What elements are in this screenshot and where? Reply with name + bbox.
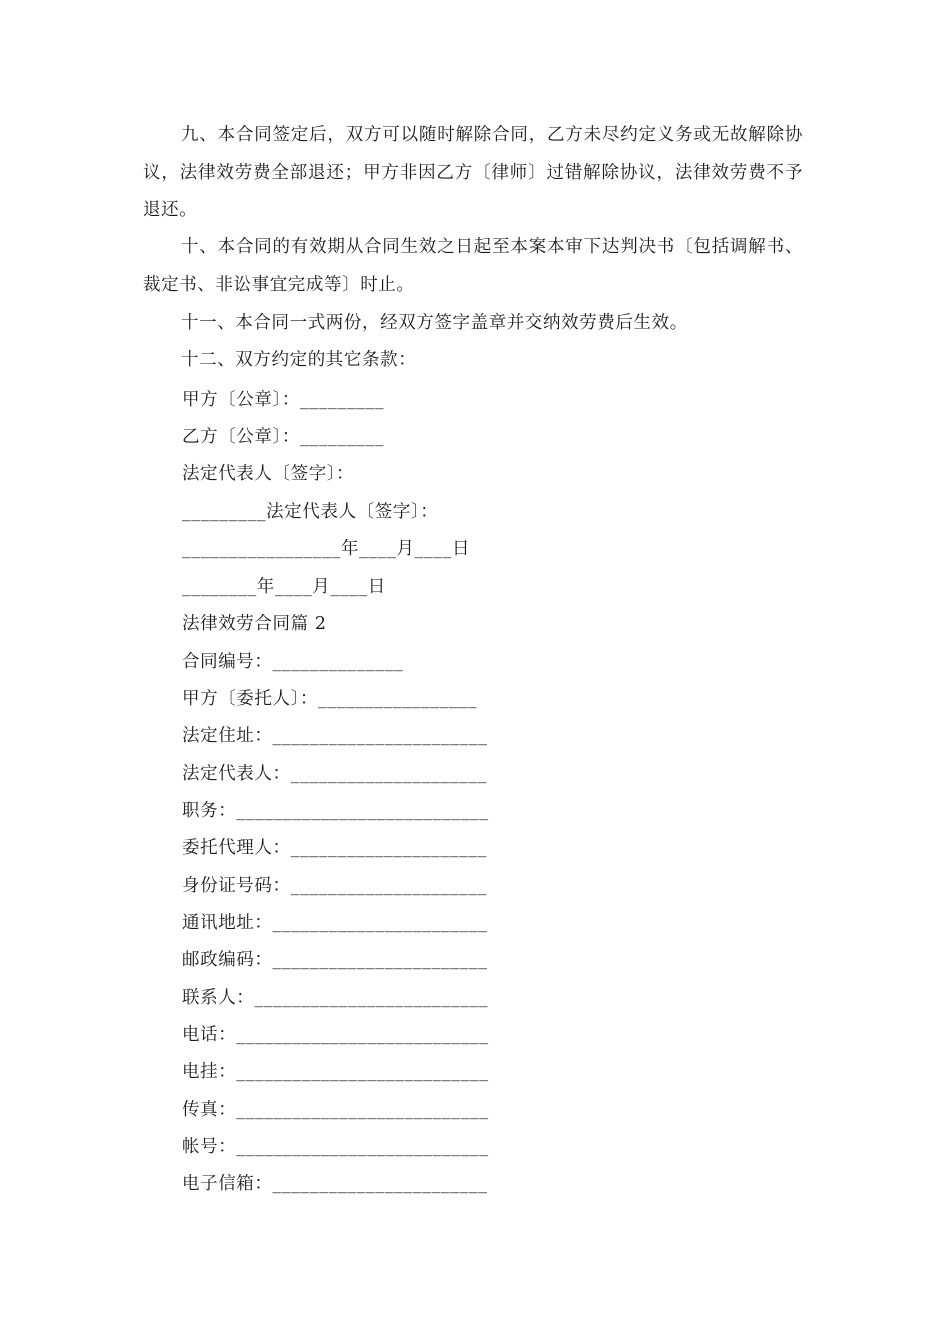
field-party-a-client: 甲方〔委托人〕：_________________ (182, 689, 477, 709)
legal-rep-signature-line: 法定代表人〔签字〕： (182, 464, 355, 484)
field-position: 职务：___________________________ (182, 801, 489, 821)
clause-11-paragraph: 十一、本合同一式两份，经双方签字盖章并交纳效劳费后生效。 (181, 313, 688, 333)
clause-12-paragraph: 十二、双方约定的其它条款： (181, 350, 417, 370)
field-fax: 传真：___________________________ (182, 1100, 489, 1120)
field-contract-number: 合同编号：______________ (182, 652, 404, 672)
clause-9-paragraph: 九、本合同签定后，双方可以随时解除合同，乙方未尽约定义务或无故解除协议，法律效劳费全部退还；甲方非因乙方〔律师〕过错解除协议，法律效劳费不予退还。 (143, 125, 803, 220)
field-authorized-agent: 委托代理人：_____________________ (182, 838, 487, 858)
field-telegraph: 电挂：___________________________ (182, 1062, 489, 1082)
field-contact-person: 联系人：_________________________ (182, 988, 489, 1008)
section-title: 法律效劳合同篇 2 (182, 614, 327, 634)
date-line-1: _________________年____月____日 (182, 539, 471, 559)
party-b-seal-line: 乙方〔公章〕：_________ (182, 427, 385, 447)
field-legal-representative: 法定代表人：_____________________ (182, 764, 487, 784)
party-a-seal-line: 甲方〔公章〕：_________ (182, 390, 385, 410)
clause-10-paragraph: 十、本合同的有效期从合同生效之日起至本案本审下达判决书〔包括调解书、裁定书、非讼事宜完成等〕时止。 (143, 237, 803, 295)
legal-rep-signature-line-2: _________法定代表人〔签字〕： (182, 502, 439, 522)
field-email: 电子信箱：_______________________ (182, 1174, 488, 1194)
field-account-number: 帐号：___________________________ (182, 1137, 489, 1157)
field-postal-code: 邮政编码：_______________________ (182, 950, 488, 970)
field-legal-address: 法定住址：_______________________ (182, 726, 488, 746)
date-line-2: ________年____月____日 (182, 577, 386, 597)
field-mailing-address: 通讯地址：_______________________ (182, 913, 488, 933)
field-telephone: 电话：___________________________ (182, 1025, 489, 1045)
field-id-number: 身份证号码：_____________________ (182, 876, 487, 896)
